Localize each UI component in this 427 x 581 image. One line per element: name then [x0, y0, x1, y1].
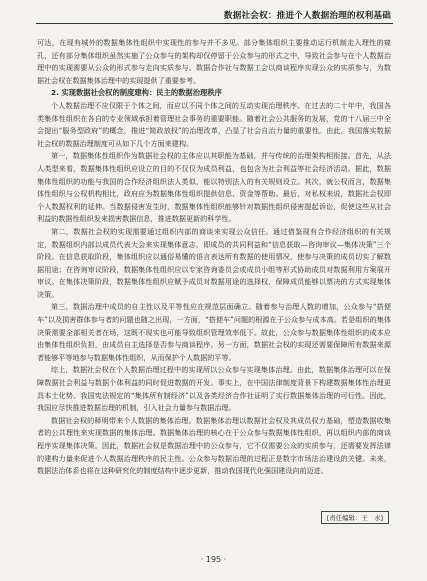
header-rule	[36, 23, 393, 24]
page-number: · 195 ·	[200, 555, 227, 564]
paragraph: 综上，数据社会权在个人数据治理过程中的实现所以公众参与实现集体治理。由此，数据集体治理可以在保障数据社会利益与数据个体利益的同时促进数据的开发。事实上，在中国法律制度背景下构建数据集体性治理更具本土化势。我国宪法规定的“集体所有制经济”以及各类经济合作社证明了实行数据集体治理的可行性。因此，我国应尽快推进数据治理的机制，引入社会力量参与数据治理。	[37, 365, 391, 413]
responsible-editor-box: [责任编辑：王 水]	[321, 511, 389, 524]
paragraph: 第三，数据治理中成员的自主性以及平等性应在规范层面确立。随着参与治理人数的增加，公众参与“搭便车”以及损害群体参与者的问题也随之出现，一方面，“搭便车”问题的根源在于公众参与成本高。若是组织的集体决策需要全部相关者在场，这既不现实也可能导致组织管理效率低下。故此，公众参与数据集体性组织的成本应由集体性组织负担，由成员自主选择是否参与商谈程序。另一方面，数据社会权的实现还需要保障所有数据来源者能够平等地参与数据集体性组织，从而保护个人数据的平等。	[37, 302, 391, 362]
running-header-title: 数据社会权：推进个人数据治理的权利基础	[223, 11, 391, 21]
paragraph: 第一，数据集体性组织作为数据社会权的主体应以其职能为基础，并与传统的治理架构相衔接。首先，从法人类型来看，数据集体性组织应设立的目的不仅仅为成员利益，也包含为社会利益等社会经济活动。据此，数据集体性组织的功能与我国的合作经济组织法人类似，能以特别法人的有关规则设立。其次，就公权而言，数据集体性组织与公权机构相比，政府应为数据集体性组织提供信息、资金等帮助。最后，对私权来说，数据社会权即个人数据权利的延伸。当数据侵害发生时，数据集体性组织能够针对数据性组织侵害提起诉讼，促使这些从社会利益的数据性组织发来损害数据信息，推进数据更新的科学性。	[37, 151, 391, 224]
section-heading: 2. 实现数据社会权的制度建构：民主的数据治理秩序	[51, 88, 222, 98]
paragraph: 数据社会权的释明带来个人数据的集体治理。数据集体治理以数据社会权及其成员权力基础，塑造数据收集者的公共理性来实现数据的集体治理。数据集体治理的核心在于公众参与数据集体性组织，再以组织内部的商谈程序实现集体决策。因此，数据社会权是数据治理中的公众参与，它不仅需要公众的实质参与，还需要发挥法律的建构力量来促进个人数据治理秩序的民主性。公众参与数据治理的过程正是数字市场法治建设的关键。未来，数据法治体系也将在这种研究化的制度结构中逐步更新，推动我国现代化强国建设向前迈进。	[37, 415, 391, 476]
paragraph-continued: 可达，在现有城外的数据集体性组织中实现性的参与并不多见。部分集体组织主要推动运行机制走入理性的窥孔，还有部分集体组织虽然实施了公众参与的架构却仅停留于公众参与的形式之中，导致社会参与在个人数据治理中的实现需要从公众的形式参与走向实质参与。数据合作社与数据工会以商谈程序实现公众的实质参与，为数据社会权在数据集体治理中的实现提供了重要参考。	[37, 38, 391, 85]
page-header	[0, 0, 427, 34]
article-body	[37, 37, 391, 478]
paragraph: 个人数据治理不应仅限于个体之间，而应以不同个体之间的互动实现治理秩序。在过去的二十年中，我国各类集体性组织在各自的专业领域承担着管理社会事务的重要职能。随着社会公共服务的发展，党的十八届三中全会提出“服务型政府”的概念，推进“简政放权”的治理改革，凸显了社会自治力量的重要性。由此，我国落实数据社会权的数据治理制度可从如下几个方面来建构。	[37, 100, 391, 148]
paragraph: 第二，数据社会权的实现需要通过组织内部的商谈来实现公众信任。通过借鉴现有合作经济组织的有关规定，数据组织内部以成员代表大会来实现集体意志，即成员的共同利益和“信息获取—咨询审议—集体决策”三个阶段。在信息获取阶段，集体组织应以通俗易懂的语言表达所有数据的使用情况，使参与决策的成员切实了解数据用途；在咨询审议阶段，数据集体性组织应以专家咨询委员会或成员小组等形式协助成员对数据利用方案展开审议。在集体决策阶段，数据集体性组织应赋予成员对数据用途的选择权，保障成员能够以票决的方式实现集体决策。	[37, 226, 391, 299]
